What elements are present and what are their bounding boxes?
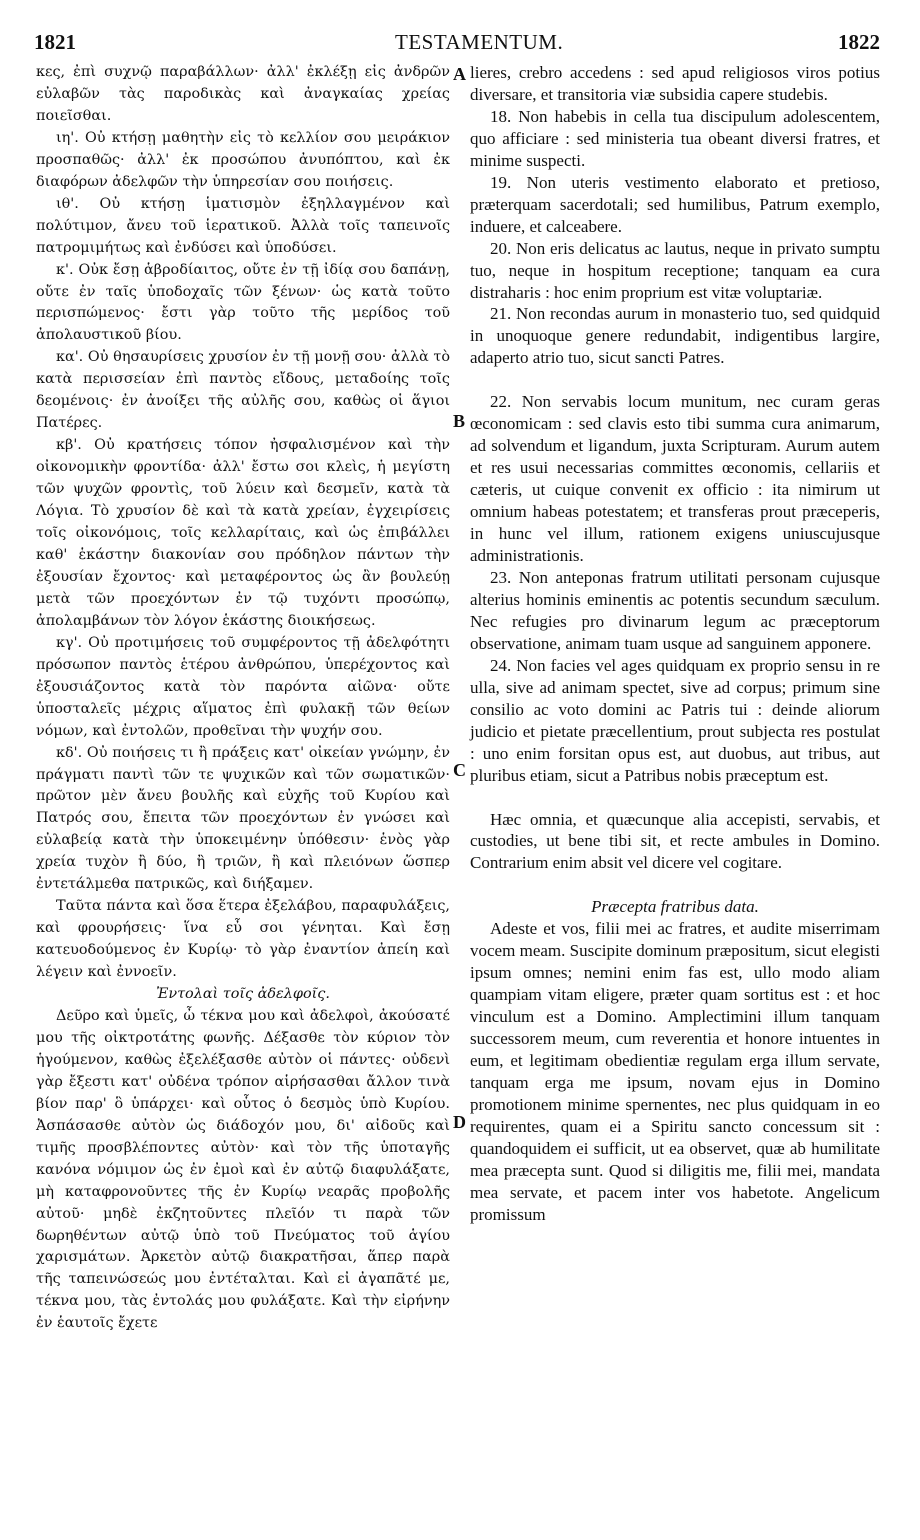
greek-paragraph: κ'. Οὐκ ἔσῃ ἁβροδίαιτος, οὔτε ἐν τῇ ἰδίᾳ σου δαπάνῃ, οὔτε ἐν ταῖς ὑποδοχαῖς τῶν ξένων· ὡς κατὰ τοῦτο περισπώμενος· ἔστι γὰρ τοῦτο τῆς μερίδος τοῦ ἀπολαυστικοῦ βίου. (36, 261, 450, 344)
greek-paragraph: ιη'. Οὐ κτήσῃ μαθητὴν εἰς τὸ κελλίον σου μειράκιον προσπαθῶς· ἀλλ' ἐκ προσώπου ἀνυπόπτου, καὶ ἐκ διαφόρων ἀδελφῶν τὴν ὑπηρεσίαν σου ποιήσεις. (36, 129, 450, 190)
greek-section-heading: Ἐντολαὶ τοῖς ἀδελφοῖς. (156, 986, 330, 1003)
greek-column (36, 62, 450, 1335)
margin-letter-a: A (453, 64, 466, 84)
margin-letter-d: D (453, 1112, 466, 1132)
latin-column (470, 62, 880, 1226)
latin-paragraph: Hæc omnia, et quæcunque alia accepisti, servabis, et custodies, ut bene tibi sit, et recte ambules in Domino. Contrarium enim absit vel dicere vel cogitare. (470, 809, 880, 873)
margin-letter-b: B (453, 411, 466, 431)
right-page-number: 1822 (838, 30, 880, 54)
latin-paragraph: 19. Non uteris vestimento elaborato et pretioso, præterquam sacerdotali; sed humilibus, Patrum exemplo, induere, et calceabere. (470, 172, 880, 236)
running-title: TESTAMENTUM. (395, 30, 564, 54)
greek-paragraph: κγ'. Οὐ προτιμήσεις τοῦ συμφέροντος τῇ ἀδελφότητι πρόσωπον παντὸς ἑτέρου ἀνθρώπου, ὑπερέχοντος καὶ ἐξουσιάζοντος κατὰ τὸν παρόντα αἰῶνα· οὔτε ὑποσταλεῖς μέχρις αἵματος ἐπὶ φυλακῇ τῶν θείων νόμων, καὶ ἐντολῶν, προθεῖναι τὴν ψυχήν σου. (36, 634, 450, 739)
margin-letter-c: C (453, 760, 466, 780)
latin-paragraph: 23. Non anteponas fratrum utilitati personam cujusque alterius hominis eminentis ac potentis secundum sæculum. Nec refugies pro divinarum legum ac præceptorum observatione, animam tuam usque ad sanguinem apponere. (470, 567, 880, 653)
latin-paragraph: 21. Non recondas aurum in monasterio tuo, sed quidquid in unoquoque genere redundabit, indigentibus largire, adaperto atrio tuo, sicut sancti Patres. (470, 304, 880, 368)
latin-paragraph: 22. Non servabis locum munitum, nec curam geras œconomicam : sed clavis esto tibi summa cura animarum, ad solvendum et ligandum, juxta Scripturam. Aurum autem et res usui necessarias committes œconomis, cellariis et cæteris, ut cuique convenit ex officio : ita nimirum ut omnium habeas potestatem; et transferas prout præceperis, in hunc vel illum, rationem exigens uniuscujusque administrationis. (470, 392, 880, 566)
running-header (0, 30, 920, 60)
greek-paragraph: Δεῦρο καὶ ὑμεῖς, ὦ τέκνα μου καὶ ἀδελφοὶ, ἀκούσατέ μου τῆς οἰκτροτάτης φωνῆς. Δέξασθε τὸν κύριον τὸν ἡγούμενον, καθὼς ἐξελέξασθε αὐτὸν οἱ πάντες· οὐδενὶ γὰρ ἔξεστι κατ' οὐδένα τρόπον αἱρήσασθαι ἄλλον τινὰ βίον παρ' ὃ ὑπάρχει· καὶ οὗτος ὁ δεσμὸς ὑπὸ Κυρίου. Ἀσπάσασθε αὐτὸν ὡς διάδοχόν μου, δι' αἰδοῦς καὶ τιμῆς προσβλέποντες αὐτὸν· καὶ τὸν τῆς ὑποταγῆς κανόνα νόμιμον ὡς ἐν ἐμοὶ καὶ ἐν αὐτῷ διαφυλάξατε, μὴ καταφρονοῦντες τῆς ἐν Κυρίῳ νεαρᾶς προβολῆς αὐτοῦ· μηδὲ ἐκζητοῦντες πλεῖόν τι παρὰ τῶν δωρηθέντων αὐτῷ ὑπὸ τοῦ Πνεύματος τοῦ ἁγίου χαρισμάτων. Ἀρκετὸν αὐτῷ διακρατῆσαι, ἅπερ παρὰ τῆς ταπεινώσεώς μου ἐντέταλται. Καὶ εἰ ἀγαπᾶτέ με, τέκνα μου, τὰς ἐντολάς μου φυλάξατε. Καὶ τὴν εἰρήνην ἐν ἑαυτοῖς ἔχετε (36, 1007, 450, 1332)
left-page-number: 1821 (34, 30, 76, 54)
greek-paragraph: ιθ'. Οὐ κτήσῃ ἱματισμὸν ἐξηλλαγμένον καὶ πολύτιμον, ἄνευ τοῦ ἱερατικοῦ. Ἀλλὰ τοῖς ταπεινοῖς πατρομιμήτως καὶ ἐνδύσει καὶ ὑποδύσει. (36, 195, 450, 256)
greek-paragraph: κδ'. Οὐ ποιήσεις τι ἢ πράξεις κατ' οἰκείαν γνώμην, ἐν πράγματι παντὶ τῶν τε ψυχικῶν καὶ τῶν σωματικῶν· πρῶτον μὲν ἄνευ βουλῆς καὶ εὐχῆς τοῦ Κυρίου καὶ Πατρός σου, ἔπειτα τῶν προεχόντων ἐν γνώσει καὶ εὐλαβείᾳ κατὰ τὴν ὑποκειμένην ὑπόθεσιν· ἑνὸς γὰρ χρεία τυχὸν ἢ δύο, ἢ τριῶν, ἢ καὶ πλειόνων ὥσπερ ἐντετάλμεθα πατρικῶς, καὶ διήξαμεν. (36, 744, 450, 893)
latin-section-heading: Præcepta fratribus data. (591, 897, 759, 917)
greek-paragraph: Ταῦτα πάντα καὶ ὅσα ἕτερα ἐξελάβου, παραφυλάξεις, καὶ φρουρήσεις· ἵνα εὖ σοι γένηται. Καὶ ἔσῃ κατευοδούμενος ἐν Κυρίῳ· τὸ γὰρ ἐναντίον ἀπείη καὶ λέγειν καὶ ἐννοεῖν. (36, 898, 450, 981)
latin-paragraph: Adeste et vos, filii mei ac fratres, et audite miserrimam vocem meam. Suscipite dominum præpositum, sicut elegisti ipsum omnes; nemini enim fas est, ullo modo aliam quampiam vitam eligere, præter quam sortitus est : et hoc vinculum est a Domino. Amplectimini illum tanquam successorem meum, cum reverentia et honore intuentes in eum, et legitimam obedientiæ regulam erga illum servate, tanquam erga me ipsum, novam ejus in Domino promotionem minime spernentes, nec plus quidquam in eo requirentes, quam ei a Spiritu sancto concessum sit : quandoquidem ei sufficit, ut ea observet, quæ ab humilitate mea præcepta sunt. Quod si diligitis me, filii mei, mandata mea servate, et pacem inter vos habetote. Angelicum promissum (470, 919, 880, 1224)
latin-paragraph: 20. Non eris delicatus ac lautus, neque in privato sumptu tuo, neque in hospitum receptione; tanquam ea cura distraharis : hoc enim proprium est vitæ voluptariæ. (470, 238, 880, 302)
greek-paragraph: κβ'. Οὐ κρατήσεις τόπον ἠσφαλισμένον καὶ τὴν οἰκονομικὴν φροντίδα· ἀλλ' ἔστω σοι κλεὶς, ἡ μεγίστη τῶν ψυχῶν φροντὶς, τοῦ λύειν καὶ δεσμεῖν, κατὰ τὰ Λόγια. Τὸ χρυσίον δὲ καὶ τὰ κατὰ χρείαν, ἐγχειρίσεις τοῖς οἰκονόμοις, τοῖς κελλαρίταις, καὶ ὡς ἐπιβάλλει καθ' ἑκάστην διακονίαν σου πρόδηλον πάντων τὴν ἐξουσίαν ἔχοντος· καὶ μεταφέροντος ὡς ἂν βουλεύῃ μετὰ τῶν προεχόντων ἐν τῷ τυχόντι προσώπῳ, ἀπολαμβάνων τὸν λόγον ἑκάστης διοικήσεως. (36, 437, 450, 629)
greek-paragraph: κες, ἐπὶ συχνῷ παραβάλλων· ἀλλ' ἐκλέξῃ εἰς ἀνδρῶν εὐλαβῶν τὰς παροδικὰς καὶ ἀναγκαίας χρείας ποιεῖσθαι. (36, 64, 450, 124)
latin-paragraph: 24. Non facies vel ages quidquam ex proprio sensu in re ulla, sive ad animam spectet, sive ad corpus; primum sine consilio ac voto domini ac Patris tui : deinde aliorum judicio et pietate præcellentium, prout subjecta res postulat : uno enim forsitan opus est, aut duobus, aut tribus, aut pluribus etiam, sicut a Patribus nobis præceptum est. (470, 655, 880, 785)
latin-paragraph: lieres, crebro accedens : sed apud religiosos viros potius diversare, et transitoria viæ subsidia capere studebis. (470, 63, 880, 104)
greek-paragraph: κα'. Οὐ θησαυρίσεις χρυσίον ἐν τῇ μονῇ σου· ἀλλὰ τὸ κατὰ περισσείαν ἐπὶ παντὸς εἴδους, μεταδοίης τοῖς δεομένοις· ἐν ἀνοίξει τῆς αὐλῆς σου, καθὼς οἱ ἅγιοι Πατέρες. (36, 349, 450, 432)
latin-paragraph: 18. Non habebis in cella tua discipulum adolescentem, quo afficiare : sed ministeria tua obeant diversi fratres, et minime suspecti. (470, 106, 880, 170)
